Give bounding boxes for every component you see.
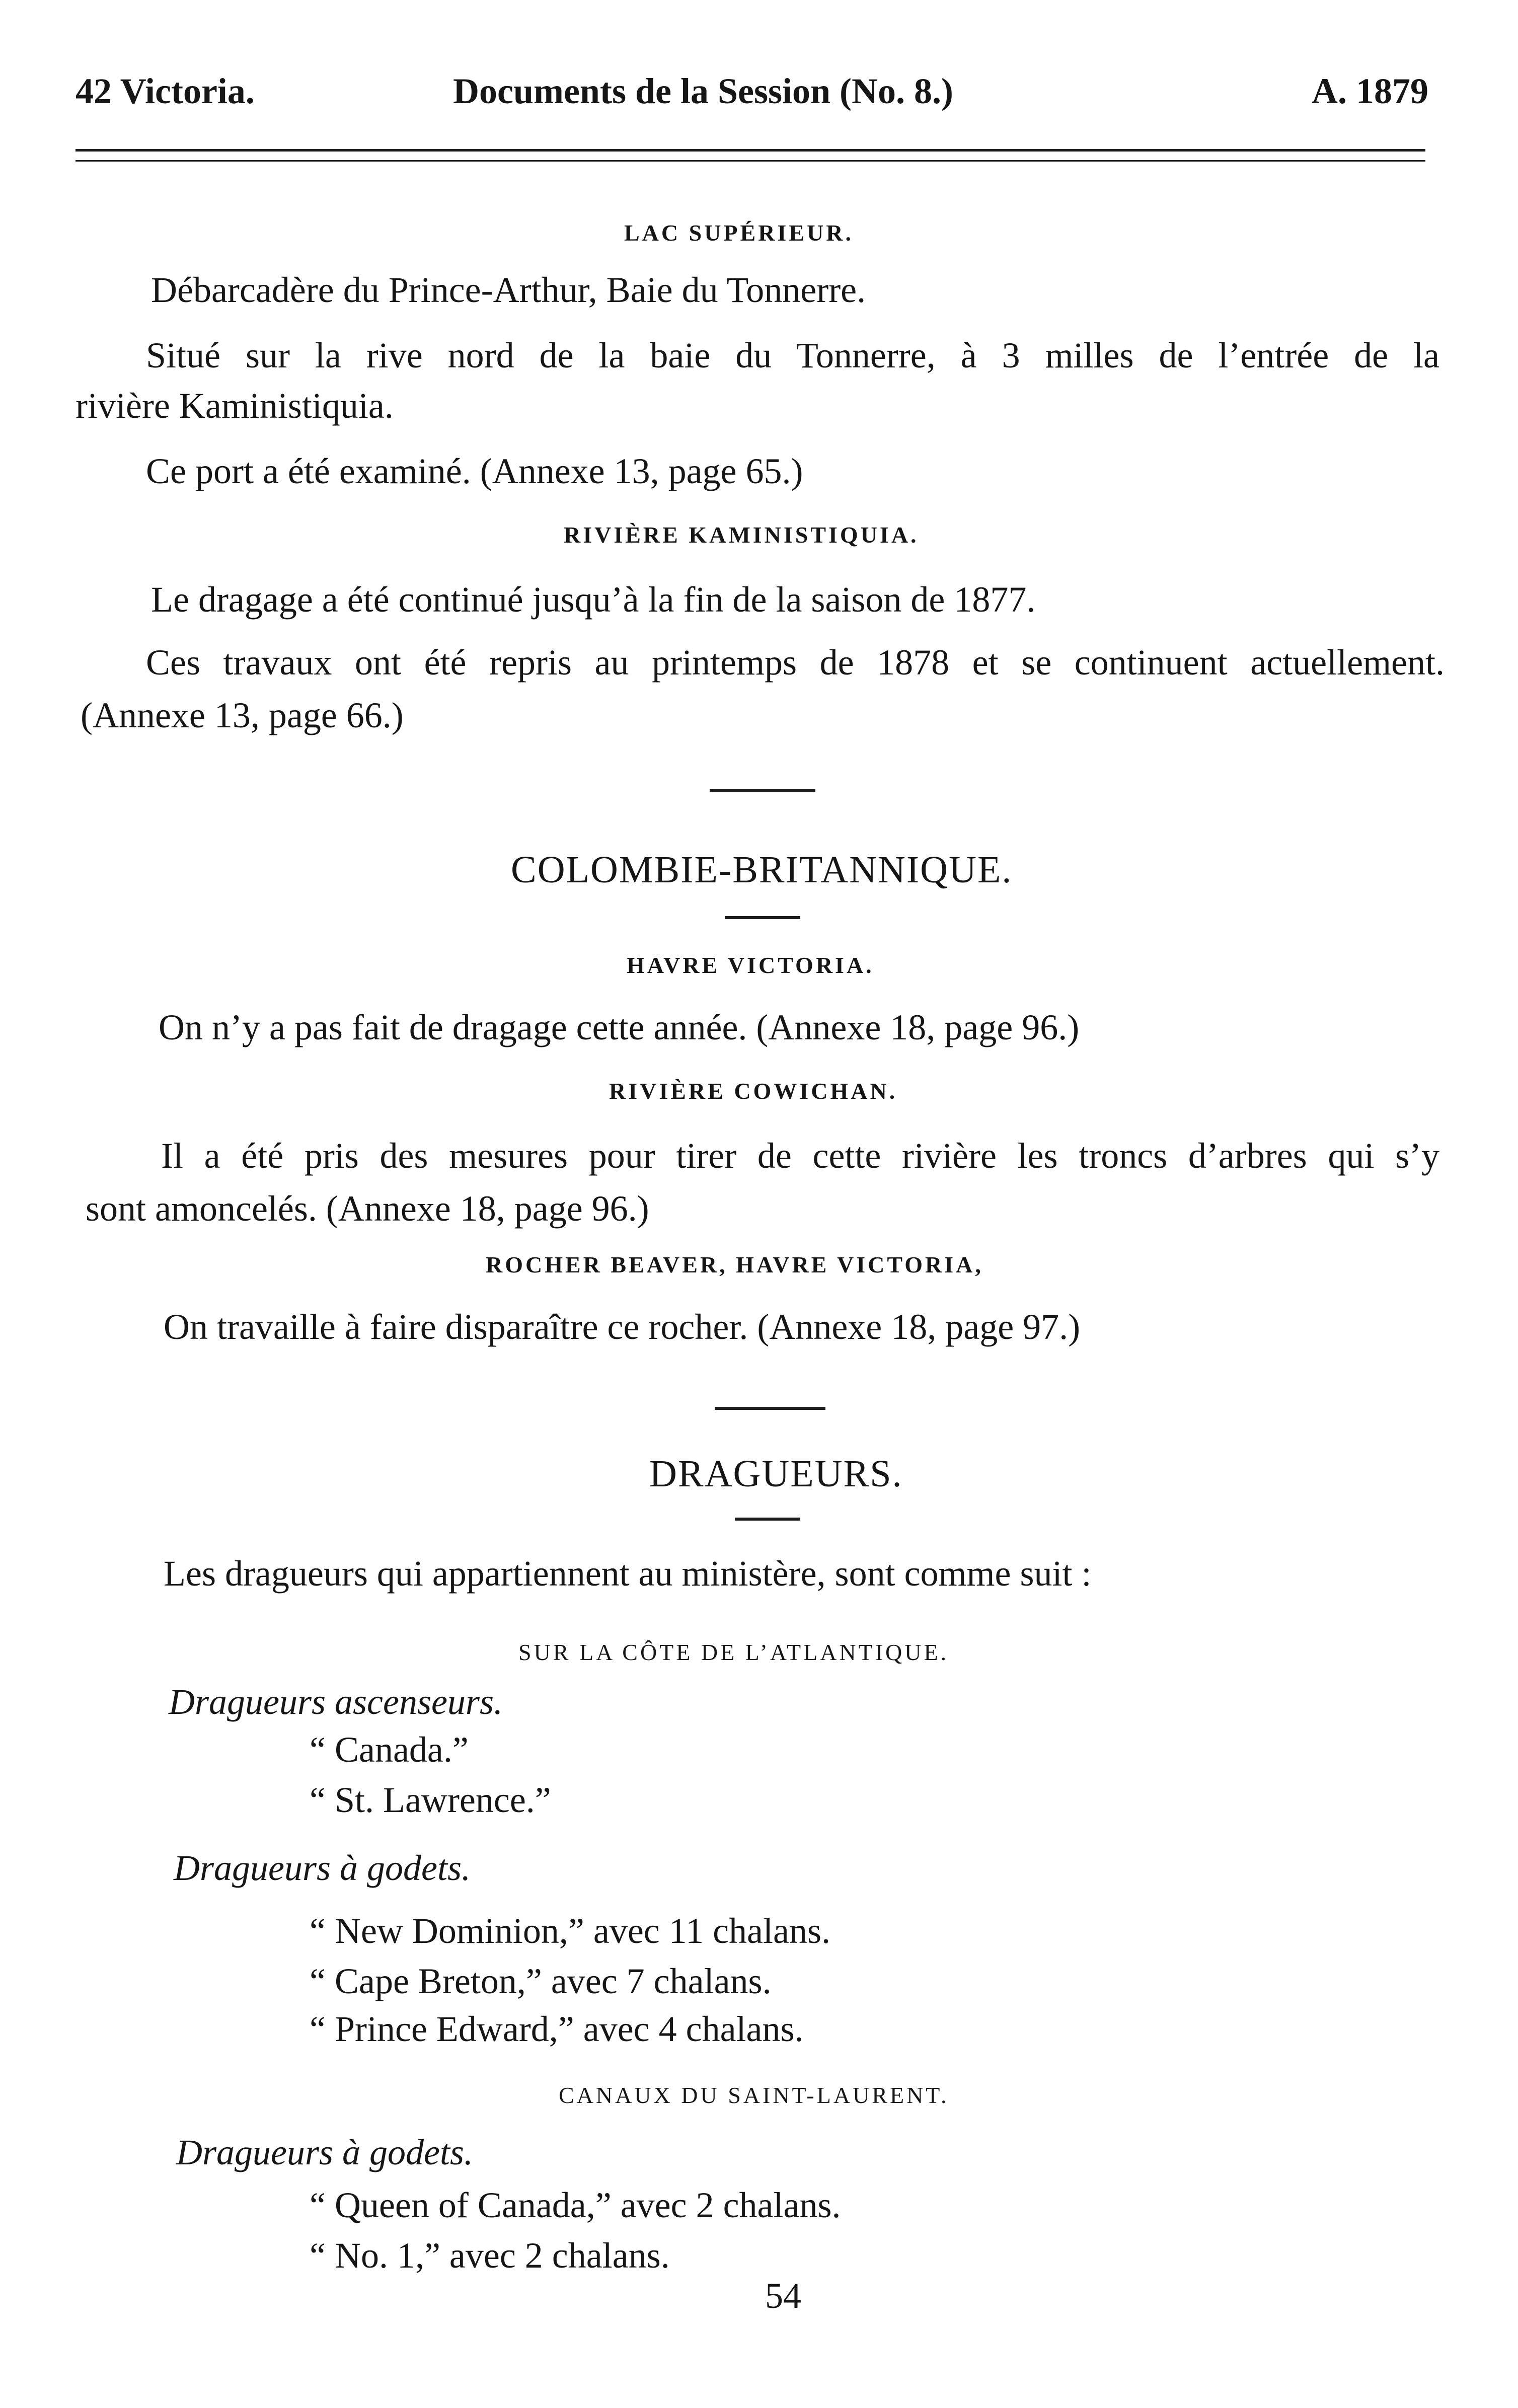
lac-superieur-para1-line2: rivière Kaministiquia.: [75, 386, 394, 426]
section-title-dragueurs: DRAGUEURS.: [649, 1453, 903, 1495]
cowichan-line1: Il a été pris des mesures pour tirer de cette rivière les troncs d’arbres qui s’y: [161, 1136, 1439, 1176]
dredge-item: “ Queen of Canada,” avec 2 chalans.: [310, 2185, 841, 2225]
dredge-item: “ No. 1,” avec 2 chalans.: [310, 2235, 670, 2276]
havre-victoria-text: On n’y a pas fait de dragage cette année. (Annexe 18, page 96.): [159, 1007, 1080, 1047]
heading-lac-superieur: LAC SUPÉRIEUR.: [624, 220, 854, 246]
section-divider-2: [725, 916, 800, 919]
cowichan-line2: sont amoncelés. (Annexe 18, page 96.): [86, 1188, 649, 1229]
header-left: 42 Victoria.: [75, 71, 255, 111]
heading-riviere-cowichan: RIVIÈRE COWICHAN.: [609, 1078, 898, 1104]
section-divider-3: [715, 1407, 825, 1410]
label-dragueurs-godets: Dragueurs à godets.: [174, 1848, 471, 1888]
kaministiquia-para1: Le dragage a été continué jusqu’à la fin de la saison de 1877.: [151, 579, 1036, 620]
header-rule-bottom: [75, 160, 1425, 162]
kaministiquia-para2-line1: Ces travaux ont été repris au printemps de 1878 et se continuent actuellement.: [146, 642, 1445, 683]
lac-superieur-para2: Ce port a été examiné. (Annexe 13, page 65.): [146, 451, 803, 491]
dredge-item: “ New Dominion,” avec 11 chalans.: [310, 1911, 830, 1951]
heading-havre-victoria: HAVRE VICTORIA.: [627, 952, 874, 978]
dredge-item: “ Canada.”: [310, 1729, 469, 1770]
header-rule-top: [75, 149, 1425, 152]
lac-superieur-para1-line1: Situé sur la rive nord de la baie du Tonnerre, à 3 milles de l’entrée de la: [146, 335, 1439, 375]
label-canaux-dragueurs-godets: Dragueurs à godets.: [176, 2132, 473, 2172]
page-number: 54: [765, 2276, 801, 2316]
kaministiquia-para2-line2: (Annexe 13, page 66.): [81, 695, 404, 735]
rocher-beaver-text: On travaille à faire disparaître ce rocher. (Annexe 18, page 97.): [164, 1307, 1081, 1347]
dragueurs-intro: Les dragueurs qui appartiennent au ministère, sont comme suit :: [164, 1553, 1092, 1594]
dredge-item: “ Prince Edward,” avec 4 chalans.: [310, 2009, 804, 2049]
dredge-item: “ Cape Breton,” avec 7 chalans.: [310, 1961, 772, 2001]
dredge-item: “ St. Lawrence.”: [310, 1780, 551, 1820]
label-dragueurs-ascenseurs: Dragueurs ascenseurs.: [169, 1682, 503, 1722]
section-divider-1: [710, 789, 815, 792]
header-right: A. 1879: [1312, 71, 1428, 111]
lac-superieur-title: Débarcadère du Prince-Arthur, Baie du Tonnerre.: [151, 270, 866, 310]
heading-rocher-beaver: ROCHER BEAVER, HAVRE VICTORIA,: [486, 1252, 983, 1277]
header-center: Documents de la Session (No. 8.): [453, 71, 954, 111]
heading-riviere-kaministiquia: RIVIÈRE KAMINISTIQUIA.: [564, 522, 919, 548]
section-title-colombie: COLOMBIE-BRITANNIQUE.: [511, 849, 1013, 891]
section-divider-4: [735, 1518, 800, 1521]
heading-cote-atlantique: SUR LA CÔTE DE L’ATLANTIQUE.: [518, 1639, 949, 1665]
heading-canaux-saint-laurent: CANAUX DU SAINT-LAURENT.: [559, 2082, 949, 2108]
